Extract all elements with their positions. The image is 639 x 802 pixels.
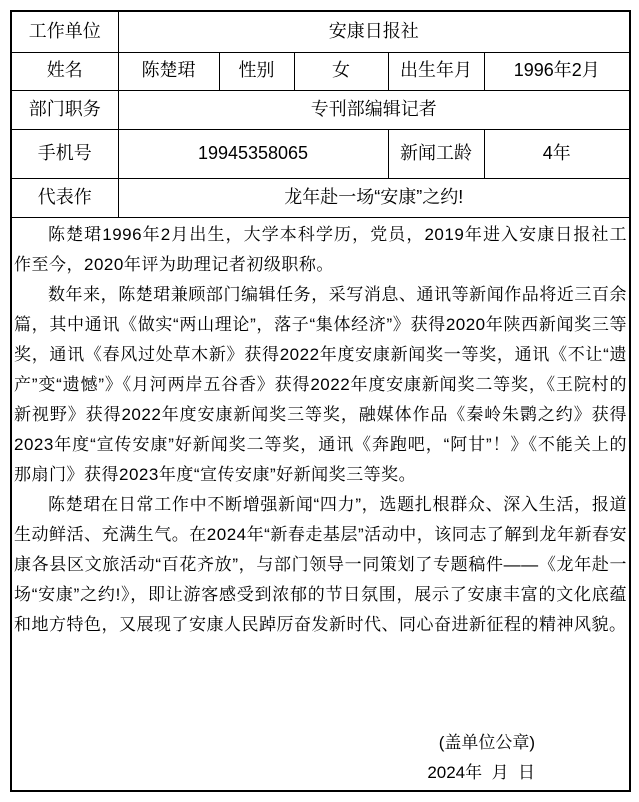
work-unit-value: 安康日报社: [118, 11, 630, 52]
row-name-gender-birth: [11, 52, 630, 90]
signature-block: [14, 728, 627, 788]
name-label: 姓名: [11, 52, 118, 90]
gender-value: 女: [294, 52, 388, 90]
work-unit-label: 工作单位: [11, 11, 118, 52]
birth-value: 1996年2月: [484, 52, 630, 90]
phone-label: 手机号: [11, 129, 118, 178]
representative-work-label: 代表作: [11, 178, 118, 217]
row-representative-work: [11, 178, 630, 217]
row-work-unit: [11, 11, 630, 52]
date-line: 2024年 月 日: [427, 762, 536, 782]
department-label: 部门职务: [11, 90, 118, 129]
biography-paragraph-3: 陈楚珺在日常工作中不断增强新闻“四力”，选题扎根群众、深入生活，报道生动鲜活、充满生气。在2024年“新春走基层”活动中，该同志了解到龙年新春安康各县区文旅活动“百花齐放”，与部门领导一同策划了专题稿件——《龙年赴一场“安康”之约!》，即让游客感受到浓郁的节日氛围，展示了安康丰富的文化底蕴和地方特色，又展现了安康人民踔厉奋发新时代、同心奋进新征程的精神风貌。: [14, 494, 628, 634]
representative-work-value: 龙年赴一场“安康”之约!: [118, 178, 630, 217]
seniority-value: 4年: [484, 129, 630, 178]
phone-value: 19945358065: [118, 129, 388, 178]
biography-paragraph-2: 数年来，陈楚珺兼顾部门编辑任务，采写消息、通讯等新闻作品将近三百余篇，其中通讯《做实“两山理论”，落子“集体经济”》获得2020年陕西新闻奖三等奖，通讯《春风过处草木新》获得2022年度安康新闻奖一等奖，通讯《不让“遗产”变“遗憾”》《月河两岸五谷香》获得2022年度安康新闻奖二等奖，《王院村的新视野》获得2022年度安康新闻奖三等奖，融媒体作品《秦岭朱鹮之约》获得2023年度“宣传安康”好新闻奖二等奖，通讯《奔跑吧，“阿甘”！》《不能关上的那扇门》获得2023年度“宣传安康”好新闻奖三等奖。: [14, 284, 628, 484]
stamp-note: (盖单位公章): [438, 732, 536, 752]
row-department: [11, 90, 630, 129]
row-phone-seniority: [11, 129, 630, 178]
name-value: 陈楚珺: [118, 52, 219, 90]
personnel-form-table: [10, 10, 631, 792]
biography-cell: [11, 217, 630, 791]
gender-label: 性别: [219, 52, 294, 90]
department-value: 专刊部编辑记者: [118, 90, 630, 129]
row-biography: [11, 217, 630, 791]
seniority-label: 新闻工龄: [388, 129, 484, 178]
birth-label: 出生年月: [388, 52, 484, 90]
biography-paragraph-1: 陈楚珺1996年2月出生，大学本科学历，党员，2019年进入安康日报社工作至今，2020年评为助理记者初级职称。: [14, 224, 628, 274]
